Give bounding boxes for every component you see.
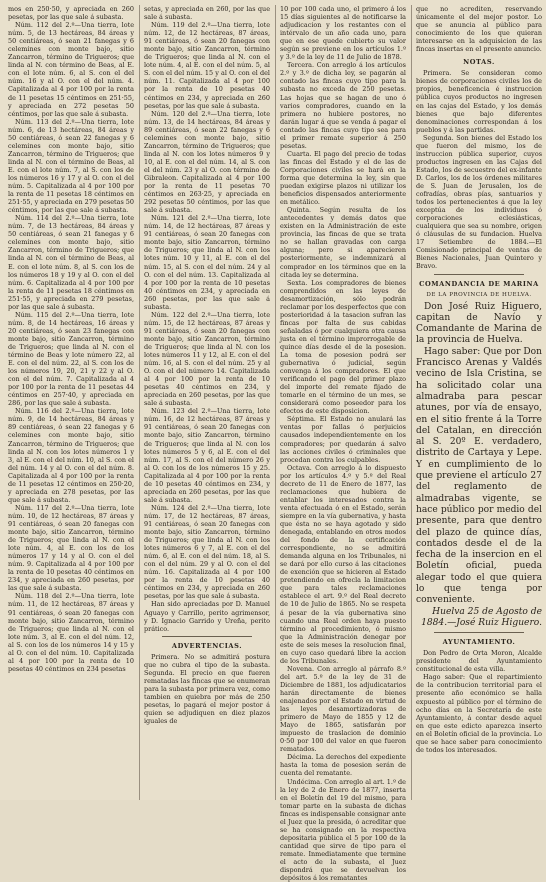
lot-entry: Núm. 119 del 2.º—Una tierra, lote núm. 12, de 12 hectáreas, 87 áreas, 91 centiáreas, ó sean 20 fanegas con monte bajo, sitio Zancarron, término de Trigueros; que linda al N. con el lote núm. 4, al E. con el del núm. 5, al S. con el del núm. 15 y al O. con el del núm. 11. Capitalizada al 4 por 100 por la renta de 10 pesetas 40 céntimos en 234, y apreciada en 260 pesetas, por las que sale á subasta. — [144, 21, 270, 110]
lot-entry: Núm. 118 del 2.º—Una tierra, lote núm. 11, de 12 hectáreas, 87 áreas y 91 centiáreas, ó sean 20 fanegas con monte bajo, sitio Zancarron, término de Trigueros; que linda al N. con el lote núm. 3, al E. con el del núm. 12, al S. con los de los números 14 y 15 y al O. con el del núm. 10. Capitalizada al 4 por 100 por la renta de 10 pesetas 40 céntimos en 234 pesetas — [8, 592, 134, 672]
lot-entry: Núm. 114 del 2.º—Una tierra, lote núm. 7, de 13 hectáreas, 84 áreas y 50 centiáreas, ó sean 21 fanegas y 6 celemines con monte bajo, sitio Zancarron, término de Trigueros; que linda al N. con el término de Beas, al E. con el lote núm. 8, al S. con los de los números 18 y 19 y al O. con el del núm. 6. Capitalizada al 4 por 100 por la renta de 11 pesetas 18 céntimos en 251·55, y apreciada en 279 pesetas, por las que sale á subasta. — [8, 214, 134, 311]
paragraph: Tercera. Con arreglo á los artículos 2.º y 3.º de dicha ley, se pagarán al contado las fincas cuyo tipo para la subasta no exceda de 250 pesetas. Las hojas que se hagan de uno ó varios compradores, cuando en la primera no hubiere postores, no darán lugar á que se venda á pagar el contado las fincas cuyo tipo sea para el primer remate superior á 250 pesetas. — [280, 61, 406, 150]
column-3 — [275, 5, 406, 800]
section-heading-notas: NOTAS. — [416, 58, 542, 66]
paragraph: Sexta. Los compradores de bienes comprendidos en las leyes de desamortización, sólo podrán reclamar por los desperfectos que con posterioridad á la tasacion sufran las fincas por falta de sus cabidas señaladas ó por cualquiera otra causa justa en el término improrrogable de quince días desde el de la posesion. La toma de posesion podrá ser gubernativa ó judicial, según convenga á los compradores. El que verificando el pago del primer plazo del importe del remate fijado de tomarle en el término de un mes, se considerará como poseedor para los efectos de este disposicion. — [280, 279, 406, 416]
lot-entry: Núm. 123 del 2.º—Una tierra, lote núm. 16, de 12 hectáreas, 87 áreas y 91 centiáreas, ó sean 20 fanegas con monte bajo, sitio Zancarron, término de Trigueros; que linda al N. con los lotes números 5 y 6, al E. con el del núm. 17, al S. con el del número 26 y al O. con los de los números 15 y 25. Capitalizada al 4 por 100 por la renta de 10 pesetas 40 céntimos en 234, y apreciada en 260 pesetas, por las que sale á subasta. — [144, 407, 270, 504]
paragraph: Han sido apreciadas por D. Manuel Aguayo y Carrillo, perito agrimensor, y D. Ignacio Garrido y Ureña, perito prático. — [144, 600, 270, 632]
lot-entry: Núm. 116 del 2.º—Una tierra, lote núm. 9, de 14 hectáreas, 84 áreas y 89 centiáreas, ó sean 22 fanegas y 6 celemines con monte bajo, sitio Zancarron, término de Trigueros; que linda al N. con los lotes números 1 y 3, al E. con el del núm. 10, al S. con el del núm. 14 y al O. con el del núm. 8. Capitalizada al 4 por 100 por la renta de 11 pesetas 12 céntimos en 250·20, y apreciada en 278 pesetas, por las que sale á subasta. — [8, 407, 134, 504]
paragraph: Segunda. Son bienes del Estado los que fueron del mismo, los de instruccion pública superior, cuyos productos ingresen en las Cajas del Estado, los de secuestro del ex-infante D. Carlos, los de los órdenes militares de S. Juan de Jerusalen, los de cofradías, obras pías, santuarios y todos los pertenecientes á que la ley exceptúa de los individuos ó corporaciones eclesiásticas, cualquiera que sea su nombre, origen ó cláusulas de su fundacion. Huelva 17 Setiembre de 1884.—El Comisionado principal de ventas de Bienes Nacionales, Juan Quintero y Bravo. — [416, 134, 542, 271]
lot-entry: Núm. 117 del 2.º—Una tierra, lote núm. 10, de 12 hectáreas, 87 áreas y 91 centiáreas, ó sean 20 fanegas con monte bajo, sitio Zancarron, término de Trigueros; que linda al N. con el lote núm. 4, al E. con los de los números 17 y 14 y al O. con el del núm. 9. Capitalizada al 4 por 100 por la renta de 10 pesetas 40 céntimos en 234, y apreciada en 260 pesetas, por las que sale á subasta. — [8, 504, 134, 593]
signature-line: Huelva 25 de Agosto de 1884.—José Ruiz Higuero. — [416, 607, 542, 630]
paragraph: Décima. La derechos del expediente hasta la toma de posesion serán de cuenta del rematante. — [280, 753, 406, 777]
section-heading-ayuntamiento: AYUNTAMIENTO. — [416, 638, 542, 646]
paragraph: 10 por 100 cada uno, el primero á los 15 días siguientes al de notificarse la adjudicacion y los restantes con el intérvalo de un año cada uno, para que en ese quede cubierto su valor según se previene en los artículos 1.º y 3.º de la ley de 11 de Julio de 1878. — [280, 5, 406, 61]
paragraph: Hago saber: Que el repartimiento de la contribucion territorial para el presente año económico se halla expuesto al público por el término de ocho días en la Secretaría de este Ayuntamiento, á contar desde aquel en que este edicto aparezca inserto en el Boletín oficial de la provincia. Lo que se hace saber para conocimiento de todos los interesados. — [416, 673, 542, 753]
paragraph: Primera. No se admitirá postura que no cubra el tipo de la subasta. Segunda. El precio en que fueren rematadas las fincas que se enumeran para la subasta por primera vez, como tambien en quiebra por más de 250 pesetas, lo pagará el mejor postor á quien se adjudiquen en diez plazos iguales de — [144, 653, 270, 725]
divider — [434, 632, 524, 633]
section-heading-comandancia: COMANDANCIA DE MARINA — [416, 280, 542, 288]
divider — [162, 636, 252, 637]
lot-entry: Núm. 112 del 2.º—Una tierra, lote núm. 5, de 13 hectáreas, 84 áreas y 50 centiáreas, ó sean 21 fanegas y 6 celemines con monte bajo, sitio Zancarron, término de Trigueros; que linda al N. con término de Beas, al E. con el lote núm. 6, al S. con el del núm. 16 y al O. con el del núm. 4. Capitalizada al 4 por 100 por la renta de 11 pesetas 15 céntimos en 251·55, y apreciada en 272 pesetas 50 céntimos, por las que sale á subasta. — [8, 21, 134, 118]
lot-entry: Núm. 121 del 2.º—Una tierra, lote núm. 14, de 12 hectáreas, 87 áreas y 91 centiáreas, ó sean 20 fanegas con monte bajo, sitio Zancarron, término de Trigueros; que linda al N. con los lotes núm. 10 y 11, al E. con el del núm. 15, al S. con el del núm. 24 y al O. con el del núm. 13. Capitalizada al 4 por 100 por la renta de 10 pesetas 40 céntimos en 234, y apreciada en 260 pesetas, por las que sale á subasta. — [144, 214, 270, 311]
paragraph: que no acrediten, reservando únicamente el del mejor postor. Lo que se anuncia al público para conocimiento de los que quieran interesarse en la adquisicion de las fincas insertas en el presente anuncio. — [416, 5, 542, 53]
paragraph: Don José Ruiz Higuero, capitan de Navío y Comandante de Marina de la provincia de Huelva. — [416, 302, 542, 347]
column-2 — [139, 5, 270, 800]
lot-entry: Núm. 120 del 2.º—Una tierra, lote núm. 13, de 14 hectáreas, 84 áreas y 89 centiáreas, ó sean 22 fanegas y 6 celemines con monte bajo, sitio Zancarron, término de Trigueros; que linda al N. con los lotes números 9 y 10, al E. con el del núm. 14, al S. con el del núm. 23 y al O. con término de Gibraleon. Capitalizada al 4 por 100 por la renta de 11 pesetas 70 céntimos en 263·25, y apreciada en 292 pesetas 50 céntimos, por las que sale á subasta. — [144, 110, 270, 215]
paragraph: Séptima. El Estado no anulará las ventas por fallas ó perjuicios causados independientemente en los compradores; por quedarán á salvo las acciones civiles ó criminales que procedan contra los culpables. — [280, 415, 406, 463]
column-1 — [8, 5, 134, 800]
lot-entry: Núm. 124 del 2.º—Una tierra, lote núm. 17, de 12 hectáreas, 87 áreas, 91 centiáreas, ó sean 20 fanegas con monte bajo, sitio Zancarron, término de Trigueros; que linda al N. con los lotes números 6 y 7, al E. con el del núm. 6, al E. con el del núm. 18, al S. con el del núm. 29 y al O. con el del núm. 16. Capitalizada al 4 por 100 por la renta de 10 pesetas 40 céntimos en 234, y apreciada en 260 pesetas, por las que sale á subasta. — [144, 504, 270, 601]
lot-entry: Núm. 115 del 2.º—Una tierra, lote núm. 8, de 14 hectáreas, 16 áreas y 20 centiáreas, ó sean 23 fanegas con monte bajo, sitio Zancarron, término de Trigueros; que linda al N. con el término de Beas y lote número 22, al E. con el del núm. 22, al S. con los de los números 19, 20, 21 y 22 y al O. con el del núm. 7. Capitalizada al 4 por 100 por la renta de 11 pesetas 44 céntimos en 257·40, y apreciada en 286, por las que sale á subasta. — [8, 311, 134, 408]
divider — [434, 274, 524, 275]
paragraph: Undécima. Con arreglo al art. 1.º de la ley de 2 de Enero de 1877, inserta en el Boletín del 19 del mismo, para tomar parte en la subasta de dichas fincas es indispensable consignar ante el Juez que la presida, ó acreditar que se ha consignado en la respectiva depositaria pública el 5 por 100 de la cantidad que sirve de tipo para el remate. Inmediatamente que termine el acto de la subasta, el Juez dispondrá que se devuelvan los depósitos á los rematantes — [280, 778, 406, 882]
paragraph: Don Pedro de Orta Moron, Alcalde presidente del Ayuntamiento constitucional de esta villa. — [416, 649, 542, 673]
paragraph: Cuarta. El pago del precio de todas las fincas del Estado y el de las de Corporaciones civiles se hará en la forma que determina la ley, sin que puedan exigirse plazos ni utilizar los beneficios dispensados anteriormente en metálico. — [280, 150, 406, 206]
section-heading-advertencias: ADVERTENCIAS. — [144, 642, 270, 650]
lot-entry: Núm. 113 del 2.º—Una tierra, lote núm. 6, de 13 hectáreas, 84 áreas y 50 centiáreas, ó sean 22 fanegas y 6 celemines con monte bajo, sitio Zancarron, término de Trigueros; que linda al N. con el término de Beas, al E. con el lote núm. 7, al S. con los de los números 16 y 17 y al O. con el del núm. 5. Capitalizada al 4 por 100 por la renta de 11 pesetas 18 céntimos en 251·55, y apreciada en 279 pesetas 50 céntimos, por las que sale á subasta. — [8, 118, 134, 215]
paragraph: mos en 250·50, y apreciada en 260 pesetas, por las que sale á subasta. — [8, 5, 134, 21]
paragraph: Primera. Se consideran como bienes de corporaciones civiles los de propios, beneficencia é instruccion pública cuyos productos no ingresen en las cajas del Estado, y los demás bienes que bajo diferentes denominaciones correspondan á los pueblos y á las partidas. — [416, 69, 542, 133]
paragraph: Quinta. Según resulta de los antecedentes y demás datos que existen en la Administración de este provincia, las fincas de que se trata no se hallan gravadas con carga alguna; pero si aparecieren posteriormente, se indemnizará al comprador en los términos que en la citada ley se determina. — [280, 206, 406, 278]
paragraph: setas, y apreciada en 260, por las que sale á subasta. — [144, 5, 270, 21]
paragraph: Octava. Con arreglo á lo dispuesto por los artículos 4.º y 5.º del Real decreto de 11 de Enero de 1877, las reclamaciones que hubiera de entablar los interesados contra la venta efectuada ó en el Estado, serán siempre en la vía gubernativa, y hasta que ésta no se haya agotado y sido denegada, entablando en otros modos del fondo de la certificación correspondiente, no se admitirá demanda alguna en los Tribunales, ni se dará por ello curso á las citaciones de exención que se hicieren al Estado pretendiendo en ofrecla la limitacion que para tales reclamaciones establece el art. 9.º del Real decreto de 10 de Julio de 1865. No se respeta á pesar de la vía gubernativa sino cuando una Real orden haya puesto término al procedimiento, ó mismo que la Administración denegar por este de seis meses la resolucion final, en cuyo caso quedará libre la accion de los Tribunales. — [280, 464, 406, 665]
column-4 — [411, 5, 542, 800]
paragraph: Novena. Con arreglo al párrafo 8.º del art. 5.º de la ley de 31 de Diciembre de 1881, los adjudicatarios harán directamente de bienes enajenados por el Estado en virtud de las leyes desamortizadoras de primero de Mayo de 1855 y 12 de Mayo de 1865, satisfarán por impuesto de traslacion de dominio 0·50 por 100 del valor en que fueron rematados. — [280, 665, 406, 754]
paragraph: Hago saber: Que por Don Francisco Arenas y Valdés vecino de Isla Cristina, se ha solicitado colar una almadraba para pescar atunes, por vía de ensayo, en el sitio frente á la Torre del Catalan, en dirección al S. 20º E. verdadero, distrito de Cartaya y Lepe. Y en cumplimiento de lo que previene el artículo 27 del reglamento de almadrabas vigente, se hace público por medio del presente, para que dentro del plazo de quince días, contados desde el de la fecha de la insercion en el Boletín oficial, pueda alegar todo el que quiera lo que tenga por conveniente. — [416, 347, 542, 607]
large-notice — [416, 302, 542, 630]
lot-entry: Núm. 122 del 2.º—Una tierra, lote núm. 15, de 12 hectáreas, 87 áreas y 91 centiáreas, ó sean 20 fanegas con monte bajo, sitio Zancarron, término de Trigueros; que linda al N. con los lotes números 11 y 12, al E. con el del núm. 16, al S. con el del núm. 25 y al O. con el del número 14. Capitalizada al 4 por 100 por la renta de 10 pesetas 40 céntimos en 234, y apreciada en 260 pesetas, por las que sale á subasta. — [144, 311, 270, 408]
section-subheading: DE LA PROVINCIA DE HUELVA. — [416, 291, 542, 299]
